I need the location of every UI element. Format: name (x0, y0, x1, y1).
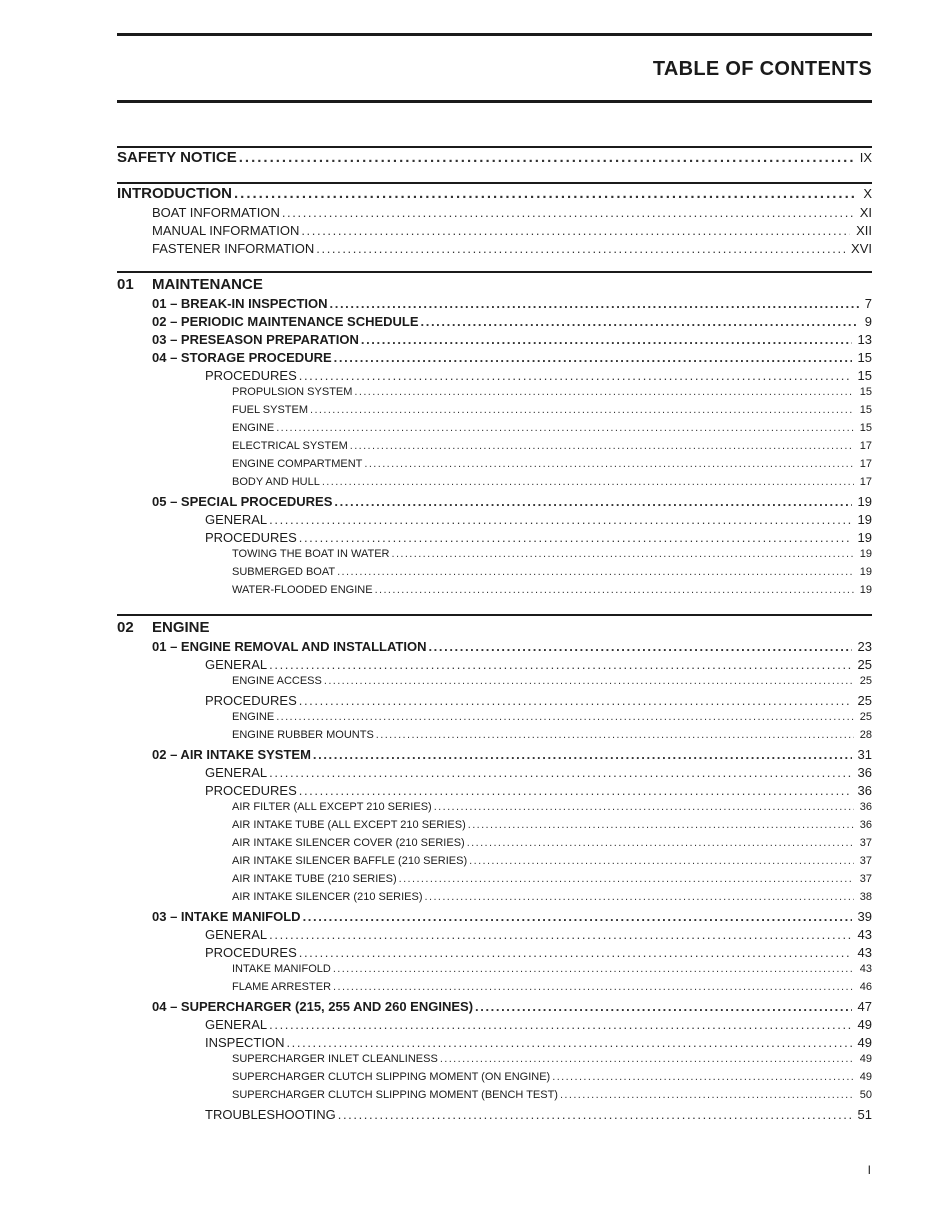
toc-entry-page: 47 (857, 999, 872, 1014)
toc-entry-label: 03 – INTAKE MANIFOLD (152, 909, 301, 924)
dot-leader (303, 909, 852, 924)
toc-entry-label: 03 – PRESEASON PREPARATION (152, 332, 359, 347)
toc-entry[interactable] (0, 909, 935, 924)
toc-entry[interactable] (0, 314, 935, 329)
toc-entry-page: 19 (859, 548, 872, 560)
toc-entry-label: SUPERCHARGER CLUTCH SLIPPING MOMENT (BENCH TEST) (232, 1089, 558, 1101)
top-rule (117, 33, 872, 36)
toc-entry-page: 49 (857, 1035, 872, 1050)
toc-entry-label: TROUBLESHOOTING (205, 1107, 336, 1122)
toc-entry-page: 50 (859, 1089, 872, 1101)
toc-entry[interactable] (0, 241, 935, 256)
dot-leader (364, 458, 853, 470)
toc-entry[interactable] (0, 205, 935, 220)
section-heading-maintenance[interactable] (117, 276, 263, 293)
section-rule (117, 146, 872, 148)
toc-entry-label: MANUAL INFORMATION (152, 223, 300, 238)
toc-entry[interactable] (0, 404, 935, 416)
toc-entry-page: X (863, 186, 872, 201)
dot-leader (560, 1089, 854, 1101)
dot-leader (350, 440, 854, 452)
dot-leader (269, 927, 851, 942)
toc-entry-label: SAFETY NOTICE (117, 149, 237, 166)
toc-entry-page: 17 (859, 440, 872, 452)
dot-leader (361, 332, 852, 347)
section-rule (117, 182, 872, 184)
toc-entry-page: 17 (859, 458, 872, 470)
toc-entry[interactable] (0, 350, 935, 365)
dot-leader (552, 1071, 854, 1083)
toc-entry-label: PROCEDURES (205, 783, 297, 798)
toc-entry-label: SUPERCHARGER INLET CLEANLINESS (232, 1053, 438, 1065)
toc-entry-label: 05 – SPECIAL PROCEDURES (152, 494, 333, 509)
dot-leader (434, 801, 854, 813)
toc-entry-label: 01 – BREAK-IN INSPECTION (152, 296, 328, 311)
toc-entry[interactable] (0, 927, 935, 942)
toc-entry-label: BODY AND HULL (232, 476, 320, 488)
dot-leader (376, 729, 854, 741)
toc-entry-page: 9 (864, 314, 872, 329)
toc-entry-label: 02 – AIR INTAKE SYSTEM (152, 747, 311, 762)
toc-entry[interactable] (0, 855, 935, 867)
toc-entry[interactable] (0, 981, 935, 993)
toc-entry[interactable] (0, 440, 935, 452)
toc-entry[interactable] (0, 584, 935, 596)
toc-entry-page: 15 (857, 368, 872, 383)
toc-entry-label: GENERAL (205, 657, 268, 672)
toc-entry-page: 49 (859, 1053, 872, 1065)
dot-leader (330, 296, 859, 311)
toc-entry-label: ENGINE (232, 711, 275, 723)
toc-entry-label: ELECTRICAL SYSTEM (232, 440, 348, 452)
toc-entry[interactable] (0, 1071, 935, 1083)
dot-leader (316, 241, 845, 256)
toc-entry-page: 43 (857, 945, 872, 960)
dot-leader (269, 657, 851, 672)
toc-entry-label: 02 – PERIODIC MAINTENANCE SCHEDULE (152, 314, 419, 329)
toc-entry-page: 15 (857, 350, 872, 365)
dot-leader (299, 693, 852, 708)
toc-entry-page: 36 (857, 783, 872, 798)
toc-entry-label: ENGINE ACCESS (232, 675, 322, 687)
toc-entry-label: PROPULSION SYSTEM (232, 386, 353, 398)
toc-entry[interactable] (0, 1017, 935, 1032)
toc-entry[interactable] (0, 729, 935, 741)
toc-entry-page: 38 (859, 891, 872, 903)
toc-entry-page: 43 (859, 963, 872, 975)
dot-leader (269, 512, 851, 527)
toc-entry-label: INTAKE MANIFOLD (232, 963, 331, 975)
dot-leader (338, 1107, 852, 1122)
dot-leader (299, 530, 852, 545)
toc-entry-page: 25 (857, 693, 872, 708)
toc-entry-page: 19 (857, 512, 872, 527)
toc-entry[interactable] (0, 548, 935, 560)
toc-entry-label: PROCEDURES (205, 945, 297, 960)
section-name: MAINTENANCE (152, 276, 263, 293)
toc-entry[interactable] (0, 296, 935, 311)
toc-entry-label: SUPERCHARGER CLUTCH SLIPPING MOMENT (ON ENGINE) (232, 1071, 551, 1083)
toc-entry-label: 01 – ENGINE REMOVAL AND INSTALLATION (152, 639, 427, 654)
toc-entry[interactable] (0, 566, 935, 578)
dot-leader (469, 855, 854, 867)
dot-leader (282, 205, 854, 220)
toc-entry-page: 15 (859, 386, 872, 398)
toc-entry-page: 36 (857, 765, 872, 780)
toc-entry[interactable] (0, 1053, 935, 1065)
section-rule (117, 614, 872, 616)
dot-leader (425, 891, 854, 903)
dot-leader (322, 476, 854, 488)
toc-entry-page: 17 (859, 476, 872, 488)
dot-leader (391, 548, 853, 560)
toc-entry[interactable] (0, 765, 935, 780)
toc-entry-label: SUBMERGED BOAT (232, 566, 336, 578)
toc-entry[interactable] (0, 873, 935, 885)
toc-entry[interactable] (0, 675, 935, 687)
toc-entry-page: 23 (857, 639, 872, 654)
section-number: 01 (117, 276, 134, 293)
toc-entry-page: 46 (859, 981, 872, 993)
dot-leader (399, 873, 854, 885)
toc-entry-page: 19 (857, 494, 872, 509)
toc-entry-page: 19 (859, 584, 872, 596)
toc-entry-label: GENERAL (205, 512, 268, 527)
dot-leader (440, 1053, 854, 1065)
toc-entry[interactable] (0, 963, 935, 975)
dot-leader (337, 566, 854, 578)
section-name: ENGINE (152, 619, 210, 636)
toc-entry[interactable] (0, 711, 935, 723)
toc-entry[interactable] (0, 801, 935, 813)
toc-entry[interactable] (0, 332, 935, 347)
dot-leader (269, 1017, 851, 1032)
toc-entry-page: 15 (859, 422, 872, 434)
toc-entry-label: GENERAL (205, 1017, 268, 1032)
toc-entry-page: XVI (851, 241, 872, 256)
toc-entry[interactable] (0, 476, 935, 488)
toc-entry-page: 36 (859, 801, 872, 813)
toc-entry-label: INTRODUCTION (117, 185, 232, 202)
toc-entry-page: 25 (857, 657, 872, 672)
toc-entry-page: 7 (864, 296, 872, 311)
toc-entry-page: 25 (859, 675, 872, 687)
toc-entry-page: 36 (859, 819, 872, 831)
toc-entry[interactable] (0, 1035, 935, 1050)
dot-leader (375, 584, 854, 596)
toc-entry-label: ENGINE (232, 422, 275, 434)
section-heading-engine[interactable] (117, 619, 210, 636)
dot-leader (299, 945, 852, 960)
toc-entry-page: 15 (859, 404, 872, 416)
toc-entry-label: PROCEDURES (205, 368, 297, 383)
toc-entry[interactable] (0, 945, 935, 960)
toc-entry[interactable] (0, 223, 935, 238)
dot-leader (299, 783, 852, 798)
toc-entry[interactable] (0, 530, 935, 545)
toc-entry-label: ENGINE COMPARTMENT (232, 458, 363, 470)
toc-entry-label: AIR INTAKE TUBE (ALL EXCEPT 210 SERIES) (232, 819, 466, 831)
toc-entry-label: AIR INTAKE SILENCER BAFFLE (210 SERIES) (232, 855, 468, 867)
toc-entry-label: FLAME ARRESTER (232, 981, 332, 993)
toc-entry-label: GENERAL (205, 765, 268, 780)
toc-entry-label: AIR INTAKE SILENCER (210 SERIES) (232, 891, 423, 903)
page-title: TABLE OF CONTENTS (652, 58, 872, 80)
section-number: 02 (117, 619, 134, 636)
toc-entry-label: 04 – SUPERCHARGER (215, 255 AND 260 ENGINES) (152, 999, 474, 1014)
toc-entry-page: 28 (859, 729, 872, 741)
toc-entry-page: 49 (859, 1071, 872, 1083)
dot-leader (354, 386, 853, 398)
page-number: I (867, 1163, 871, 1177)
toc-entry-page: XII (856, 223, 872, 238)
toc-entry-page: 19 (859, 566, 872, 578)
toc-entry-page: 13 (857, 332, 872, 347)
dot-leader (269, 765, 851, 780)
toc-entry[interactable] (0, 783, 935, 798)
dot-leader (428, 639, 851, 654)
dot-leader (301, 223, 850, 238)
dot-leader (234, 185, 857, 202)
dot-leader (333, 963, 854, 975)
toc-entry[interactable] (0, 1107, 935, 1122)
toc-entry[interactable] (0, 512, 935, 527)
toc-entry-page: 49 (857, 1017, 872, 1032)
toc-entry[interactable] (0, 819, 935, 831)
toc-entry[interactable] (0, 458, 935, 470)
toc-entry-page: 39 (857, 909, 872, 924)
toc-entry[interactable] (0, 657, 935, 672)
toc-entry-page: 51 (857, 1107, 872, 1122)
toc-entry[interactable] (0, 693, 935, 708)
section-rule (117, 271, 872, 273)
toc-entry[interactable] (0, 386, 935, 398)
dot-leader (286, 1035, 851, 1050)
toc-entry-page: 25 (859, 711, 872, 723)
dot-leader (475, 999, 852, 1014)
toc-entry-label: 04 – STORAGE PROCEDURE (152, 350, 332, 365)
dot-leader (310, 404, 854, 416)
dot-leader (467, 837, 854, 849)
toc-entry-page: XI (859, 205, 872, 220)
toc-entry-label: TOWING THE BOAT IN WATER (232, 548, 390, 560)
dot-leader (421, 314, 859, 329)
toc-entry-label: FASTENER INFORMATION (152, 241, 315, 256)
toc-entry-label: FUEL SYSTEM (232, 404, 308, 416)
toc-entry-label: GENERAL (205, 927, 268, 942)
toc-entry[interactable] (0, 494, 935, 509)
dot-leader (239, 149, 854, 166)
toc-entry[interactable] (0, 422, 935, 434)
toc-entry-page: 31 (857, 747, 872, 762)
toc-entry[interactable] (0, 639, 935, 654)
toc-entry-label: PROCEDURES (205, 530, 297, 545)
toc-entry[interactable] (0, 747, 935, 762)
dot-leader (334, 494, 851, 509)
toc-entry[interactable] (0, 1089, 935, 1101)
toc-entry[interactable] (0, 999, 935, 1014)
toc-entry-page: IX (859, 150, 872, 165)
toc-entry-page: 37 (859, 855, 872, 867)
toc-entry-page: 37 (859, 873, 872, 885)
dot-leader (276, 711, 854, 723)
toc-entry-safety-notice[interactable] (0, 149, 935, 166)
toc-entry-label: INSPECTION (205, 1035, 285, 1050)
toc-entry-page: 37 (859, 837, 872, 849)
toc-entry-label: AIR INTAKE SILENCER COVER (210 SERIES) (232, 837, 465, 849)
dot-leader (334, 350, 852, 365)
toc-entry-page: 43 (857, 927, 872, 942)
dot-leader (468, 819, 854, 831)
toc-entry-label: WATER-FLOODED ENGINE (232, 584, 373, 596)
toc-entry-introduction[interactable] (0, 185, 935, 202)
dot-leader (324, 675, 854, 687)
toc-entry-page: 19 (857, 530, 872, 545)
toc-entry-label: AIR FILTER (ALL EXCEPT 210 SERIES) (232, 801, 432, 813)
dot-leader (299, 368, 852, 383)
dot-leader (333, 981, 854, 993)
dot-leader (276, 422, 854, 434)
toc-entry-label: PROCEDURES (205, 693, 297, 708)
toc-entry[interactable] (0, 837, 935, 849)
toc-entry-label: AIR INTAKE TUBE (210 SERIES) (232, 873, 397, 885)
toc-entry-label: BOAT INFORMATION (152, 205, 280, 220)
title-rule (117, 100, 872, 103)
dot-leader (313, 747, 852, 762)
toc-entry[interactable] (0, 891, 935, 903)
toc-entry-label: ENGINE RUBBER MOUNTS (232, 729, 374, 741)
toc-entry[interactable] (0, 368, 935, 383)
